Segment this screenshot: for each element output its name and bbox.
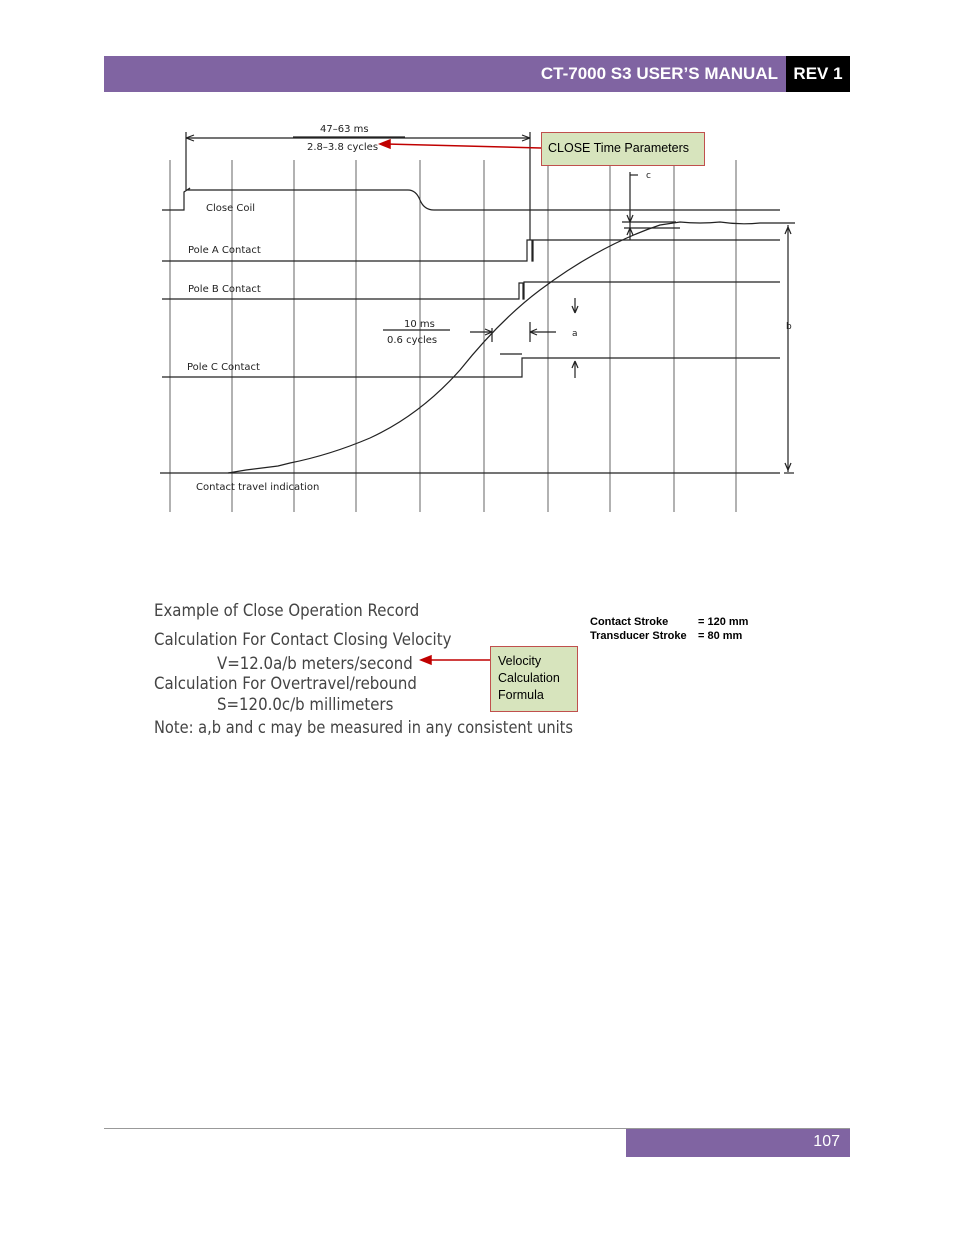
time-range-ms: 47–63 ms bbox=[320, 124, 369, 135]
interval-ms: 10 ms bbox=[404, 319, 435, 330]
velocity-callout-line: Formula bbox=[498, 688, 544, 702]
velocity-callout bbox=[490, 646, 578, 712]
transducer-stroke-label: Transducer Stroke bbox=[590, 630, 687, 642]
velocity-callout-line: Calculation bbox=[498, 671, 560, 685]
pole-c-label: Pole C Contact bbox=[187, 362, 260, 373]
travel-label: Contact travel indication bbox=[196, 482, 320, 493]
header-title: CT-7000 S3 USER’S MANUAL bbox=[540, 64, 778, 83]
calc-velocity-heading: Calculation For Contact Closing Velocity bbox=[154, 630, 452, 650]
marker-a: a bbox=[572, 329, 578, 339]
close-coil-label: Close Coil bbox=[206, 203, 256, 214]
contact-stroke-label: Contact Stroke bbox=[590, 616, 669, 628]
calc-velocity-formula: V=12.0a/b meters/second bbox=[217, 654, 413, 674]
interval-cycles: 0.6 cycles bbox=[387, 335, 438, 346]
footer-bar bbox=[626, 1129, 850, 1157]
time-range-cycles: 2.8–3.8 cycles bbox=[307, 142, 379, 153]
calc-example-title: Example of Close Operation Record bbox=[154, 601, 420, 621]
velocity-callout-line: Velocity bbox=[498, 654, 542, 668]
marker-c: c bbox=[646, 171, 651, 181]
contact-travel-curve bbox=[228, 222, 795, 473]
transducer-stroke-value: = 80 mm bbox=[698, 630, 743, 642]
close-time-callout: CLOSE Time Parameters bbox=[541, 132, 705, 166]
calc-overtravel-formula: S=120.0c/b millimeters bbox=[217, 695, 394, 715]
marker-b: b bbox=[786, 322, 792, 332]
page-number: 107 bbox=[813, 1133, 840, 1150]
contact-stroke-value: = 120 mm bbox=[698, 616, 749, 628]
pole-a-label: Pole A Contact bbox=[188, 245, 261, 256]
callout-arrows bbox=[380, 140, 541, 664]
pole-b-label: Pole B Contact bbox=[188, 284, 261, 295]
diagram-traces bbox=[160, 132, 795, 473]
header-rev-badge: REV 1 bbox=[786, 56, 850, 92]
calc-overtravel-heading: Calculation For Overtravel/rebound bbox=[154, 674, 417, 694]
calc-note: Note: a,b and c may be measured in any consistent units bbox=[154, 718, 574, 738]
